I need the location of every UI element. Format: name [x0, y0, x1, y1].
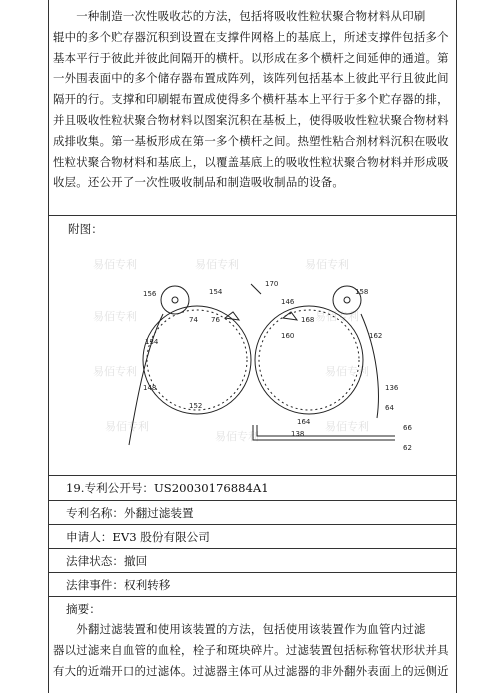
document-page: [48, 0, 457, 693]
watermark-text: 易佰专利: [325, 420, 369, 433]
left-top-roller: [161, 286, 189, 314]
text-line: 一种制造一次性吸收芯的方法，包括将吸收性粒状聚合物材料从印刷: [53, 9, 426, 23]
ref-numeral: 138: [291, 430, 305, 438]
legal-status: 法律状态：撤回: [66, 554, 148, 568]
watermark-text: 易佰专利: [105, 420, 149, 433]
right-top-roller-hub: [344, 297, 350, 303]
watermark-text: 易佰专利: [195, 258, 239, 271]
legal-status-row: [49, 548, 456, 572]
applicant: 申请人：EV3 股份有限公司: [66, 530, 210, 544]
patent-name: 专利名称：外翻过滤装置: [66, 506, 194, 520]
text-line: 隔开的行。支撑和印刷辊布置成使得多个横杆基本上平行于多个贮存器的排，: [53, 92, 449, 107]
right-roll-inner: [259, 310, 359, 410]
ref-numeral: 152: [189, 402, 203, 410]
ref-numeral: 148: [143, 384, 157, 392]
abstract-paragraph-2: [53, 619, 452, 681]
left-top-roller-hub: [172, 297, 178, 303]
text-line: 成排收集。第一基板形成在第一多个横杆之间。热塑性粘合剂材料沉积在吸收: [53, 133, 449, 148]
ref-numeral: 146: [281, 298, 295, 306]
pub-no: 19.专利公开号：US20030176884A1: [66, 481, 269, 495]
ref-numeral: 62: [403, 444, 412, 452]
text-line: 外翻过滤装置和使用该装置的方法，包括使用该装置作为血管内过滤: [53, 622, 426, 636]
ref-numeral: 158: [355, 288, 369, 296]
text-line: 基本平行于彼此并彼此间隔开的横杆。以形成在多个横杆之间延伸的通道。第: [53, 50, 449, 65]
hopper: [225, 312, 239, 320]
ref-numeral: 64: [385, 404, 394, 412]
watermark-text: 易佰专利: [93, 365, 137, 378]
ref-numeral: 134: [145, 338, 159, 346]
watermark-text: 易佰专利: [215, 430, 259, 443]
legal-event-row: [49, 572, 456, 596]
ref-numeral: 164: [297, 418, 311, 426]
text-line: 收层。还公开了一次性吸收制品和制造吸收制品的设备。: [53, 175, 345, 190]
ref-numeral: 76: [211, 316, 220, 324]
abstract-row: [49, 596, 456, 693]
patent-drawing: [85, 240, 425, 452]
text-line: 并且吸收性粒状聚合物材料以图案沉积在基板上，使得吸收性粒状聚合物材料: [53, 112, 449, 127]
text-line: 辊中的多个贮存器沉积到设置在支撑件网格上的基底上，所述支撑件包括多个: [53, 29, 449, 44]
figure-cell: [49, 215, 456, 475]
watermark-text: 易佰专利: [325, 365, 369, 378]
figure-label: 附图：: [68, 222, 103, 236]
left-roll-inner: [147, 310, 247, 410]
text-line: 器以过滤来自血管的血栓，栓子和斑块碎片。过滤装置包括标称管状形状并具: [53, 642, 449, 657]
watermark-text: 易佰专利: [93, 310, 137, 323]
text-line: 一外围表面中的多个储存器布置成阵列，该阵列包括基本上彼此平行且彼此间: [53, 71, 449, 86]
ref-numeral: 136: [385, 384, 399, 392]
abstract-label: 摘要：: [66, 602, 101, 616]
leader-line: [251, 284, 261, 294]
ref-numeral: 170: [265, 280, 279, 288]
ref-numeral: 154: [209, 288, 223, 296]
ref-numeral: 66: [403, 424, 412, 432]
pub-no-row: [49, 475, 456, 500]
text-line: 性粒状聚合物材料和基底上，以覆盖基底上的吸收性粒状聚合物材料并形成吸: [53, 154, 449, 169]
ref-numeral: 156: [143, 290, 157, 298]
ref-numeral: 162: [369, 332, 383, 340]
ref-numeral: 74: [189, 316, 198, 324]
ref-numeral: 160: [281, 332, 295, 340]
legal-event: 法律事件：权利转移: [66, 578, 171, 592]
output-web: [253, 425, 395, 440]
watermark-text: 易佰专利: [93, 258, 137, 271]
text-line: 有大的近端开口的过滤体。过滤器主体可从过滤器的非外翻外表面上的远侧近: [53, 663, 449, 678]
name-row: [49, 500, 456, 524]
hopper: [283, 312, 297, 320]
ref-numeral: 168: [301, 316, 315, 324]
abstract-paragraph-1: [53, 6, 452, 193]
watermark-text: 易佰专利: [305, 258, 349, 271]
applicant-row: [49, 524, 456, 548]
watermark-text: 易佰专利: [315, 310, 359, 323]
